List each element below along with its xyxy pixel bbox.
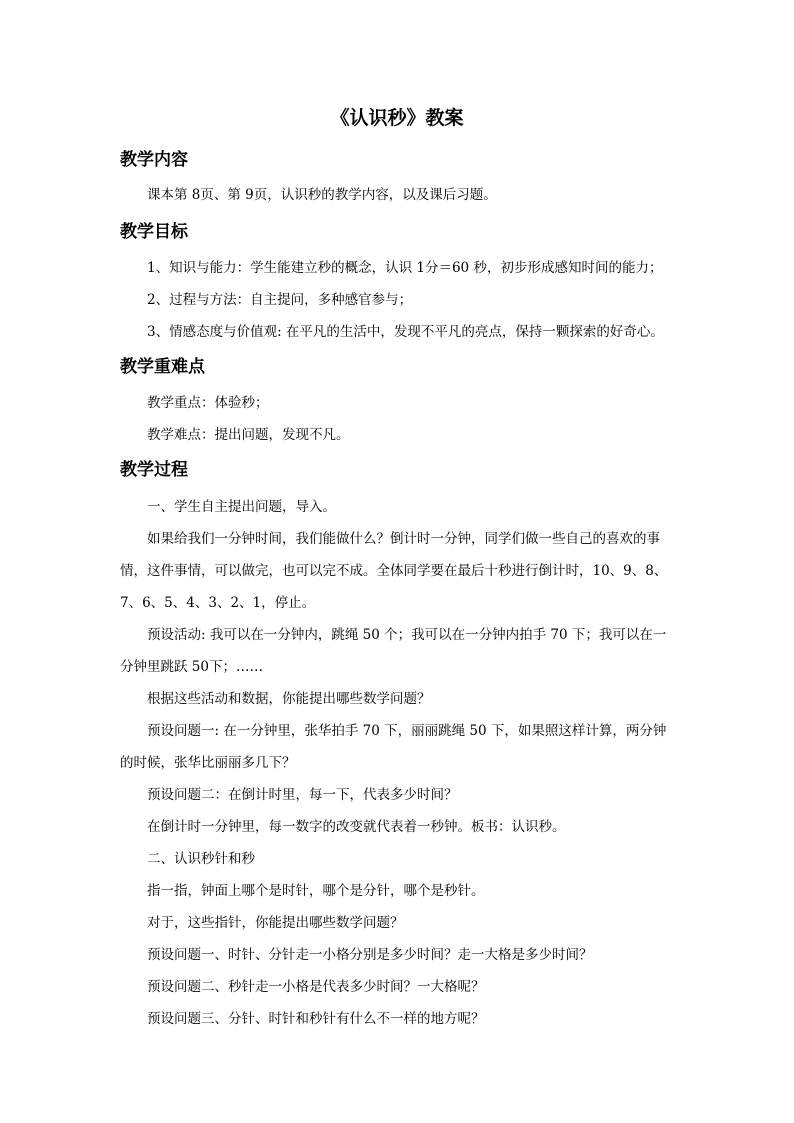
paragraph: 预设问题二、秒针走一小格是代表多少时间？一大格呢？ xyxy=(147,979,485,995)
paragraph: 课本第 8页、第 9页，认识秒的教学内容，以及课后习题。 xyxy=(147,187,497,203)
section-heading-teaching-process: 教学过程 xyxy=(120,460,188,480)
paragraph: 预设问题三、分针、时针和秒针有什么不一样的地方呢？ xyxy=(147,1011,485,1027)
paragraph: 如果给我们一分钟时间，我们能做什么？倒计时一分钟，同学们做一些自己的喜欢的事 xyxy=(147,531,660,547)
paragraph: 预设活动: 我可以在一分钟内，跳绳 50 个；我可以在一分钟内拍手 70 下；我可以在一 xyxy=(147,627,667,643)
paragraph: 预设问题一、时针、分针走一小格分别是多少时间？走一大格是多少时间？ xyxy=(147,947,593,963)
paragraph: 预设问题一: 在一分钟里，张华拍手 70 下，丽丽跳绳 50 下，如果照这样计算，两分钟 xyxy=(147,723,667,739)
paragraph: 1、知识与能力：学生能建立秒的概念，认识 1分＝60 秒，初步形成感知时间的能力； xyxy=(147,260,663,276)
section-heading-teaching-content: 教学内容 xyxy=(120,150,188,170)
paragraph: 教学重点：体验秒； xyxy=(147,395,269,411)
section-heading-key-points: 教学重难点 xyxy=(120,357,205,377)
paragraph: 3、情感态度与价值观: 在平凡的生活中，发现不平凡的亮点，保持一颗探索的好奇心。 xyxy=(147,324,664,340)
paragraph: 对于，这些指针，你能提出哪些数学问题？ xyxy=(147,915,404,931)
paragraph: 一、学生自主提出问题，导入。 xyxy=(147,499,336,515)
section-heading-teaching-goals: 教学目标 xyxy=(120,222,188,242)
paragraph: 根据这些活动和数据，你能提出哪些数学问题？ xyxy=(147,691,431,707)
paragraph: 预设问题二：在倒计时里，每一下，代表多少时间？ xyxy=(147,787,458,803)
paragraph: 7、6、5、4、3、2、1，停止。 xyxy=(120,595,316,611)
paragraph: 情，这件事情，可以做完，也可以完不成。全体同学要在最后十秒进行倒计时，10、9、8、 xyxy=(120,563,668,579)
paragraph: 的时候，张华比丽丽多几下？ xyxy=(120,755,296,771)
paragraph: 教学难点：提出问题，发现不凡。 xyxy=(147,427,350,443)
paragraph: 2、过程与方法：自主提问，多种感官参与； xyxy=(147,292,413,308)
paragraph: 分钟里跳跃 50下；…… xyxy=(120,659,263,675)
paragraph: 指一指，钟面上哪个是时针，哪个是分针，哪个是秒针。 xyxy=(147,883,485,899)
paragraph: 在倒计时一分钟里，每一数字的改变就代表着一秒钟。板书：认识秒。 xyxy=(147,819,566,835)
paragraph: 二、认识秒针和秒 xyxy=(147,851,255,867)
document-title: 《认识秒》教案 xyxy=(330,107,464,129)
